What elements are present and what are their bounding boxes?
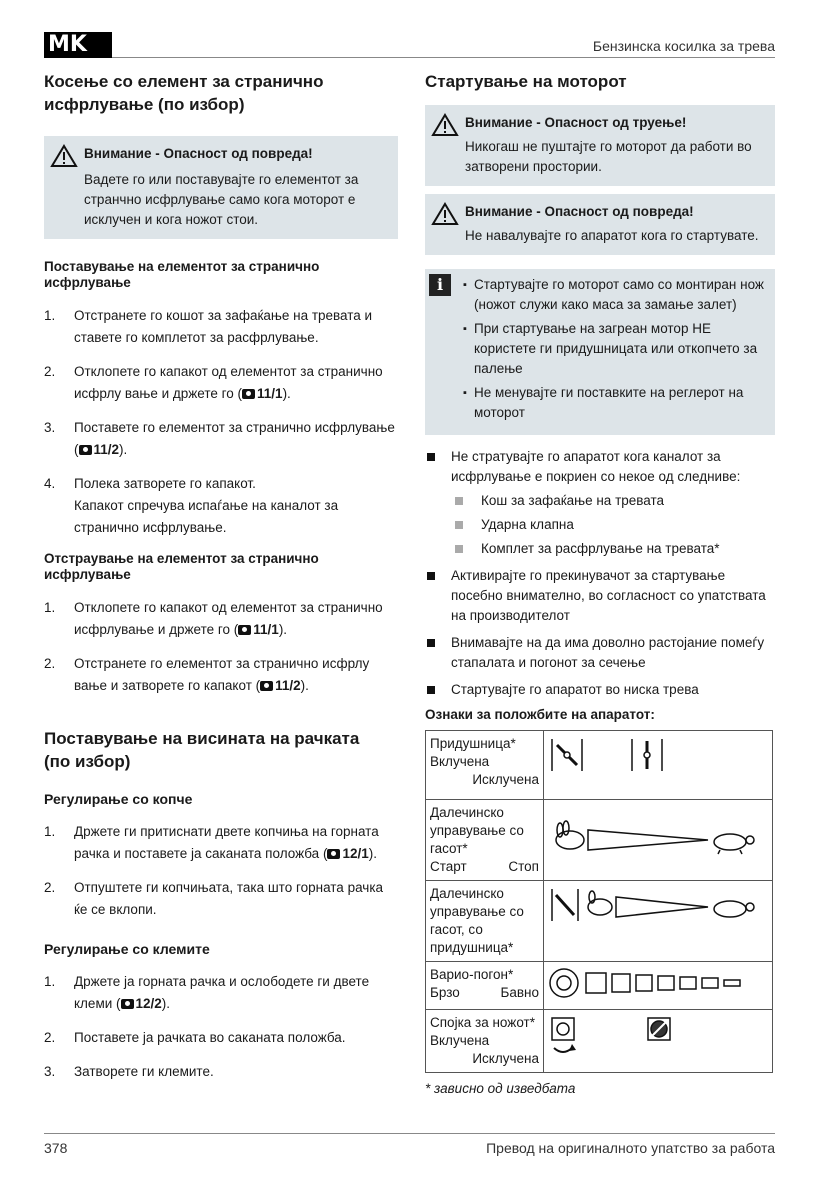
table-cell: Придушница* Вклучена Исклучена: [426, 731, 544, 800]
warning-poison-box: [425, 105, 775, 186]
camera-icon: [121, 999, 134, 1009]
list-item: Активирајте го прекинувачот за стартување посебно внимателно, во согласност со упатствата на производителот: [425, 566, 775, 626]
table-cell: [544, 962, 773, 1010]
header-title: Бензинска косилка за трева: [592, 38, 775, 54]
table-cell: Варио-погон* Брзо Бавно: [426, 962, 544, 1010]
list-item: 3. Затворете ги клемите.: [44, 1064, 214, 1079]
list-item: 2. Отстранете го елементот за странично исфрлу вање и затворете го капакот ( 11/2).: [44, 656, 370, 693]
warning-text: Никогаш не пуштајте го моторот да работи во затворени простории.: [465, 139, 752, 174]
table-cell: Спојка за ножот* Вклучена Исклучена: [426, 1010, 544, 1073]
warning-text: Вадете го или поставувајте го елементот за странчно исфрлување само кога моторот е исклучен и кога ножот стои.: [84, 172, 359, 227]
list-item: Внимавајте на да има доволно растојание помеѓу стапалата и погонот за сечење: [425, 633, 775, 673]
list-item: ▪ Стартувајте го моторот само со монтиран нож (ножот служи како маса за замање залет): [463, 275, 767, 315]
warning-title: Внимание - Опасност од труење!: [465, 115, 687, 130]
warning-injury-box: [44, 136, 398, 239]
subsection-title: Регулирање со копче: [44, 791, 193, 807]
list-item: ▪ Не менувајте ги поставките на реглерот на моторот: [463, 383, 767, 423]
left-column: [44, 70, 398, 1095]
warning-triangle-icon: [431, 202, 459, 226]
camera-icon: [242, 389, 255, 399]
section-side-discharge-title: Косење со елемент за странично исфрлување (по избор): [44, 72, 324, 114]
table-cell: [544, 1010, 773, 1073]
info-icon: i: [429, 274, 451, 296]
camera-icon: [260, 681, 273, 691]
position-symbols-table: [425, 730, 773, 1073]
header-divider: [112, 57, 775, 58]
list-item: 1. Отстранете го кошот за зафаќање на тревата и ставете го комплетот за расфрлување.: [44, 308, 373, 345]
list-item: 1. Држете ги притиснати двете копчиња на горната рачка и поставете ја саканата положба ( 12/1).: [44, 824, 379, 861]
subsection-title: Отстраување на елементот за странично исфрлување: [44, 551, 319, 582]
footer-divider: [44, 1133, 775, 1134]
subsection-title: Регулирање со клемите: [44, 941, 210, 957]
table-row: [426, 800, 773, 881]
steps-list: [44, 971, 398, 1083]
table-row: [426, 881, 773, 962]
list-item: Не стратувајте го апаратот кога каналот за исфрлување е покриен со некое од следниве: Кош за зафаќање на тревата Ударна клапна Комплет за расфрлување на тревата*: [425, 447, 775, 559]
list-item: Ударна клапна: [451, 515, 775, 535]
warning-title: Внимание - Опасност од повреда!: [465, 204, 694, 219]
camera-icon: [79, 445, 92, 455]
table-row: [426, 1010, 773, 1073]
steps-list: [44, 821, 398, 921]
table-cell: [544, 881, 773, 962]
subsection-title: Поставување на елементот за странично исфрлување: [44, 259, 320, 290]
list-item: 1. Држете ја горната рачка и ослободете ги двете клеми ( 12/2).: [44, 974, 370, 1011]
table-cell: Далечинско управување со гасот* Старт Стоп: [426, 800, 544, 881]
vario-drive-icon: [548, 966, 768, 1000]
blade-clutch-icon: [548, 1014, 768, 1058]
list-item: 3. Поставете го елементот за странично исфрлување ( 11/2).: [44, 420, 395, 457]
section-handle-height-title: Поставување на висината на рачката (по избор): [44, 729, 360, 771]
table-row: [426, 962, 773, 1010]
throttle-choke-icon: [548, 885, 768, 925]
table-cell: [544, 731, 773, 800]
info-box: [425, 269, 775, 435]
table-cell: Далечинско управување со гасот, со придушница*: [426, 881, 544, 962]
list-item: Комплет за расфрлување на тревата*: [451, 539, 775, 559]
warning-title: Внимание - Опасност од повреда!: [84, 146, 313, 161]
language-badge: MK: [44, 32, 112, 58]
steps-list: [44, 305, 398, 539]
list-item: 1. Отклопете го капакот од елементот за странично исфрлување и држете го ( 11/1).: [44, 600, 383, 637]
choke-icon: [548, 735, 768, 775]
list-item: 2. Отклопете го капакот од елементот за странично исфрлу вање и држете го ( 11/1).: [44, 364, 383, 401]
right-column: [425, 70, 775, 1096]
list-item: Кош за зафаќање на тревата: [451, 491, 775, 511]
warning-text: Не навалувајте го апаратот кога го стартувате.: [465, 228, 759, 243]
list-item: ▪ При стартување на загреан мотор НЕ користете ги придушницата или откопчето за палење: [463, 319, 767, 379]
camera-icon: [238, 625, 251, 635]
page-number: 378: [44, 1140, 68, 1156]
bullet-list: [425, 447, 775, 700]
list-item: 2. Отпуштете ги копчињата, така што горната рачка ќе се вклопи.: [44, 880, 384, 917]
footnote: * зависно од изведбата: [425, 1081, 576, 1096]
section-start-engine-title: Стартување на моторот: [425, 72, 627, 91]
warning-triangle-icon: [50, 144, 78, 168]
table-title: Ознаки за положбите на апаратот:: [425, 707, 655, 722]
list-item: 4. Полека затворете го капакот. Капакот спречува испаѓање на каналот за странично исфрлување.: [44, 476, 339, 535]
footer-title: Превод на оригиналното упатство за работа: [486, 1140, 775, 1156]
warning-injury-box: [425, 194, 775, 255]
warning-triangle-icon: [431, 113, 459, 137]
throttle-icon: [548, 818, 768, 858]
table-row: [426, 731, 773, 800]
table-cell: [544, 800, 773, 881]
camera-icon: [327, 849, 340, 859]
list-item: Стартувајте го апаратот во ниска трева: [425, 680, 775, 700]
steps-list: [44, 597, 398, 697]
list-item: 2. Поставете ја рачката во саканата положба.: [44, 1030, 346, 1045]
